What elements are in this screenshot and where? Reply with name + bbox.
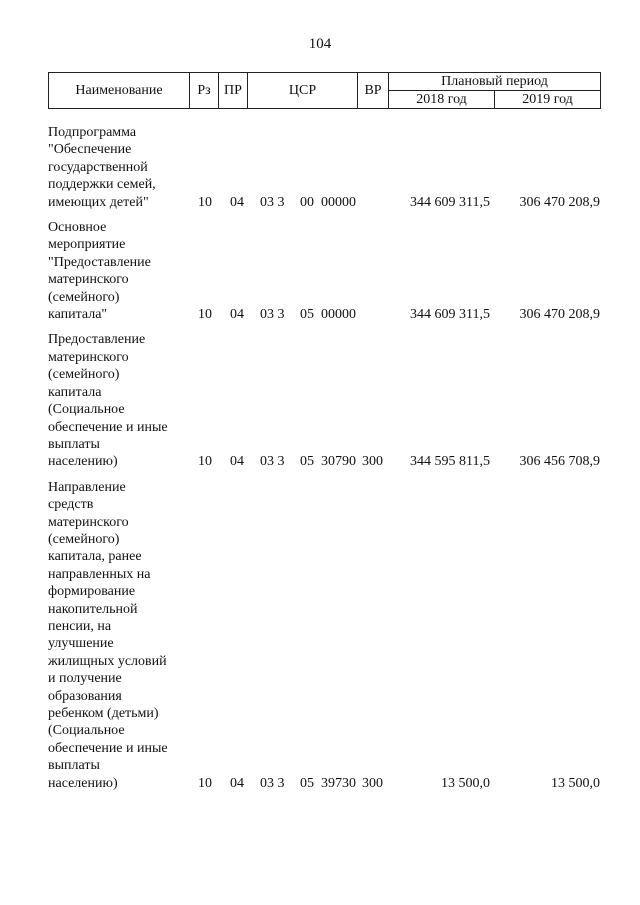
row-amount-2019: 306 456 708,9 <box>519 454 600 470</box>
row-amount-2019: 13 500,0 <box>551 775 600 791</box>
row-csr-program: 03 3 <box>260 194 285 210</box>
header-vr: ВР <box>358 73 389 109</box>
table-row <box>48 479 608 792</box>
row-rz: 10 <box>198 307 212 323</box>
table-row <box>48 124 608 211</box>
row-amount-2019: 306 470 208,9 <box>519 307 600 323</box>
row-amount-2019: 306 470 208,9 <box>519 194 600 210</box>
row-amount-2018: 344 609 311,5 <box>410 194 490 210</box>
row-name: Направление средств материнского (семейного) капитала, ранее направленных на формирование накопительной пенсии, на улучшение жилищных условий и получение образования ребенком (детьми) (Социальное обеспечение и иные выплаты населению) <box>48 479 168 791</box>
row-csr-code: 05 39730 <box>300 775 356 791</box>
row-csr-program: 03 3 <box>260 454 285 470</box>
row-csr-program: 03 3 <box>260 775 285 791</box>
table-row <box>48 219 608 323</box>
row-csr-code: 05 00000 <box>300 307 356 323</box>
row-rz: 10 <box>198 194 212 210</box>
table-body <box>48 124 608 800</box>
header-rz: Рз <box>190 73 219 109</box>
row-amount-2018: 344 609 311,5 <box>410 307 490 323</box>
row-name: Предоставление материнского (семейного) капитала (Социальное обеспечение и иные выплаты населению) <box>48 332 168 470</box>
row-amount-2018: 344 595 811,5 <box>410 454 490 470</box>
row-name: Основное мероприятие "Предоставление материнского (семейного) капитала" <box>48 220 151 323</box>
table-row <box>48 331 608 470</box>
row-pr: 04 <box>230 454 244 470</box>
header-pr: ПР <box>219 73 248 109</box>
row-rz: 10 <box>198 775 212 791</box>
row-amount-2018: 13 500,0 <box>441 775 490 791</box>
row-vr: 300 <box>362 775 383 791</box>
header-planned-period: Плановый период <box>389 73 601 91</box>
row-rz: 10 <box>198 454 212 470</box>
header-year-2019: 2019 год <box>495 91 601 109</box>
header-year-2018: 2018 год <box>389 91 495 109</box>
header-csr: ЦСР <box>248 73 358 109</box>
row-csr-program: 03 3 <box>260 307 285 323</box>
page-number: 104 <box>308 36 332 52</box>
row-pr: 04 <box>230 194 244 210</box>
row-csr-code: 05 30790 <box>300 454 356 470</box>
row-vr: 300 <box>362 454 383 470</box>
row-name: Подпрограмма "Обеспечение государственной поддержки семей, имеющих детей" <box>48 125 156 210</box>
table-header <box>48 72 601 109</box>
row-pr: 04 <box>230 775 244 791</box>
row-pr: 04 <box>230 307 244 323</box>
row-csr-code: 00 00000 <box>300 194 356 210</box>
header-name: Наименование <box>49 73 190 109</box>
